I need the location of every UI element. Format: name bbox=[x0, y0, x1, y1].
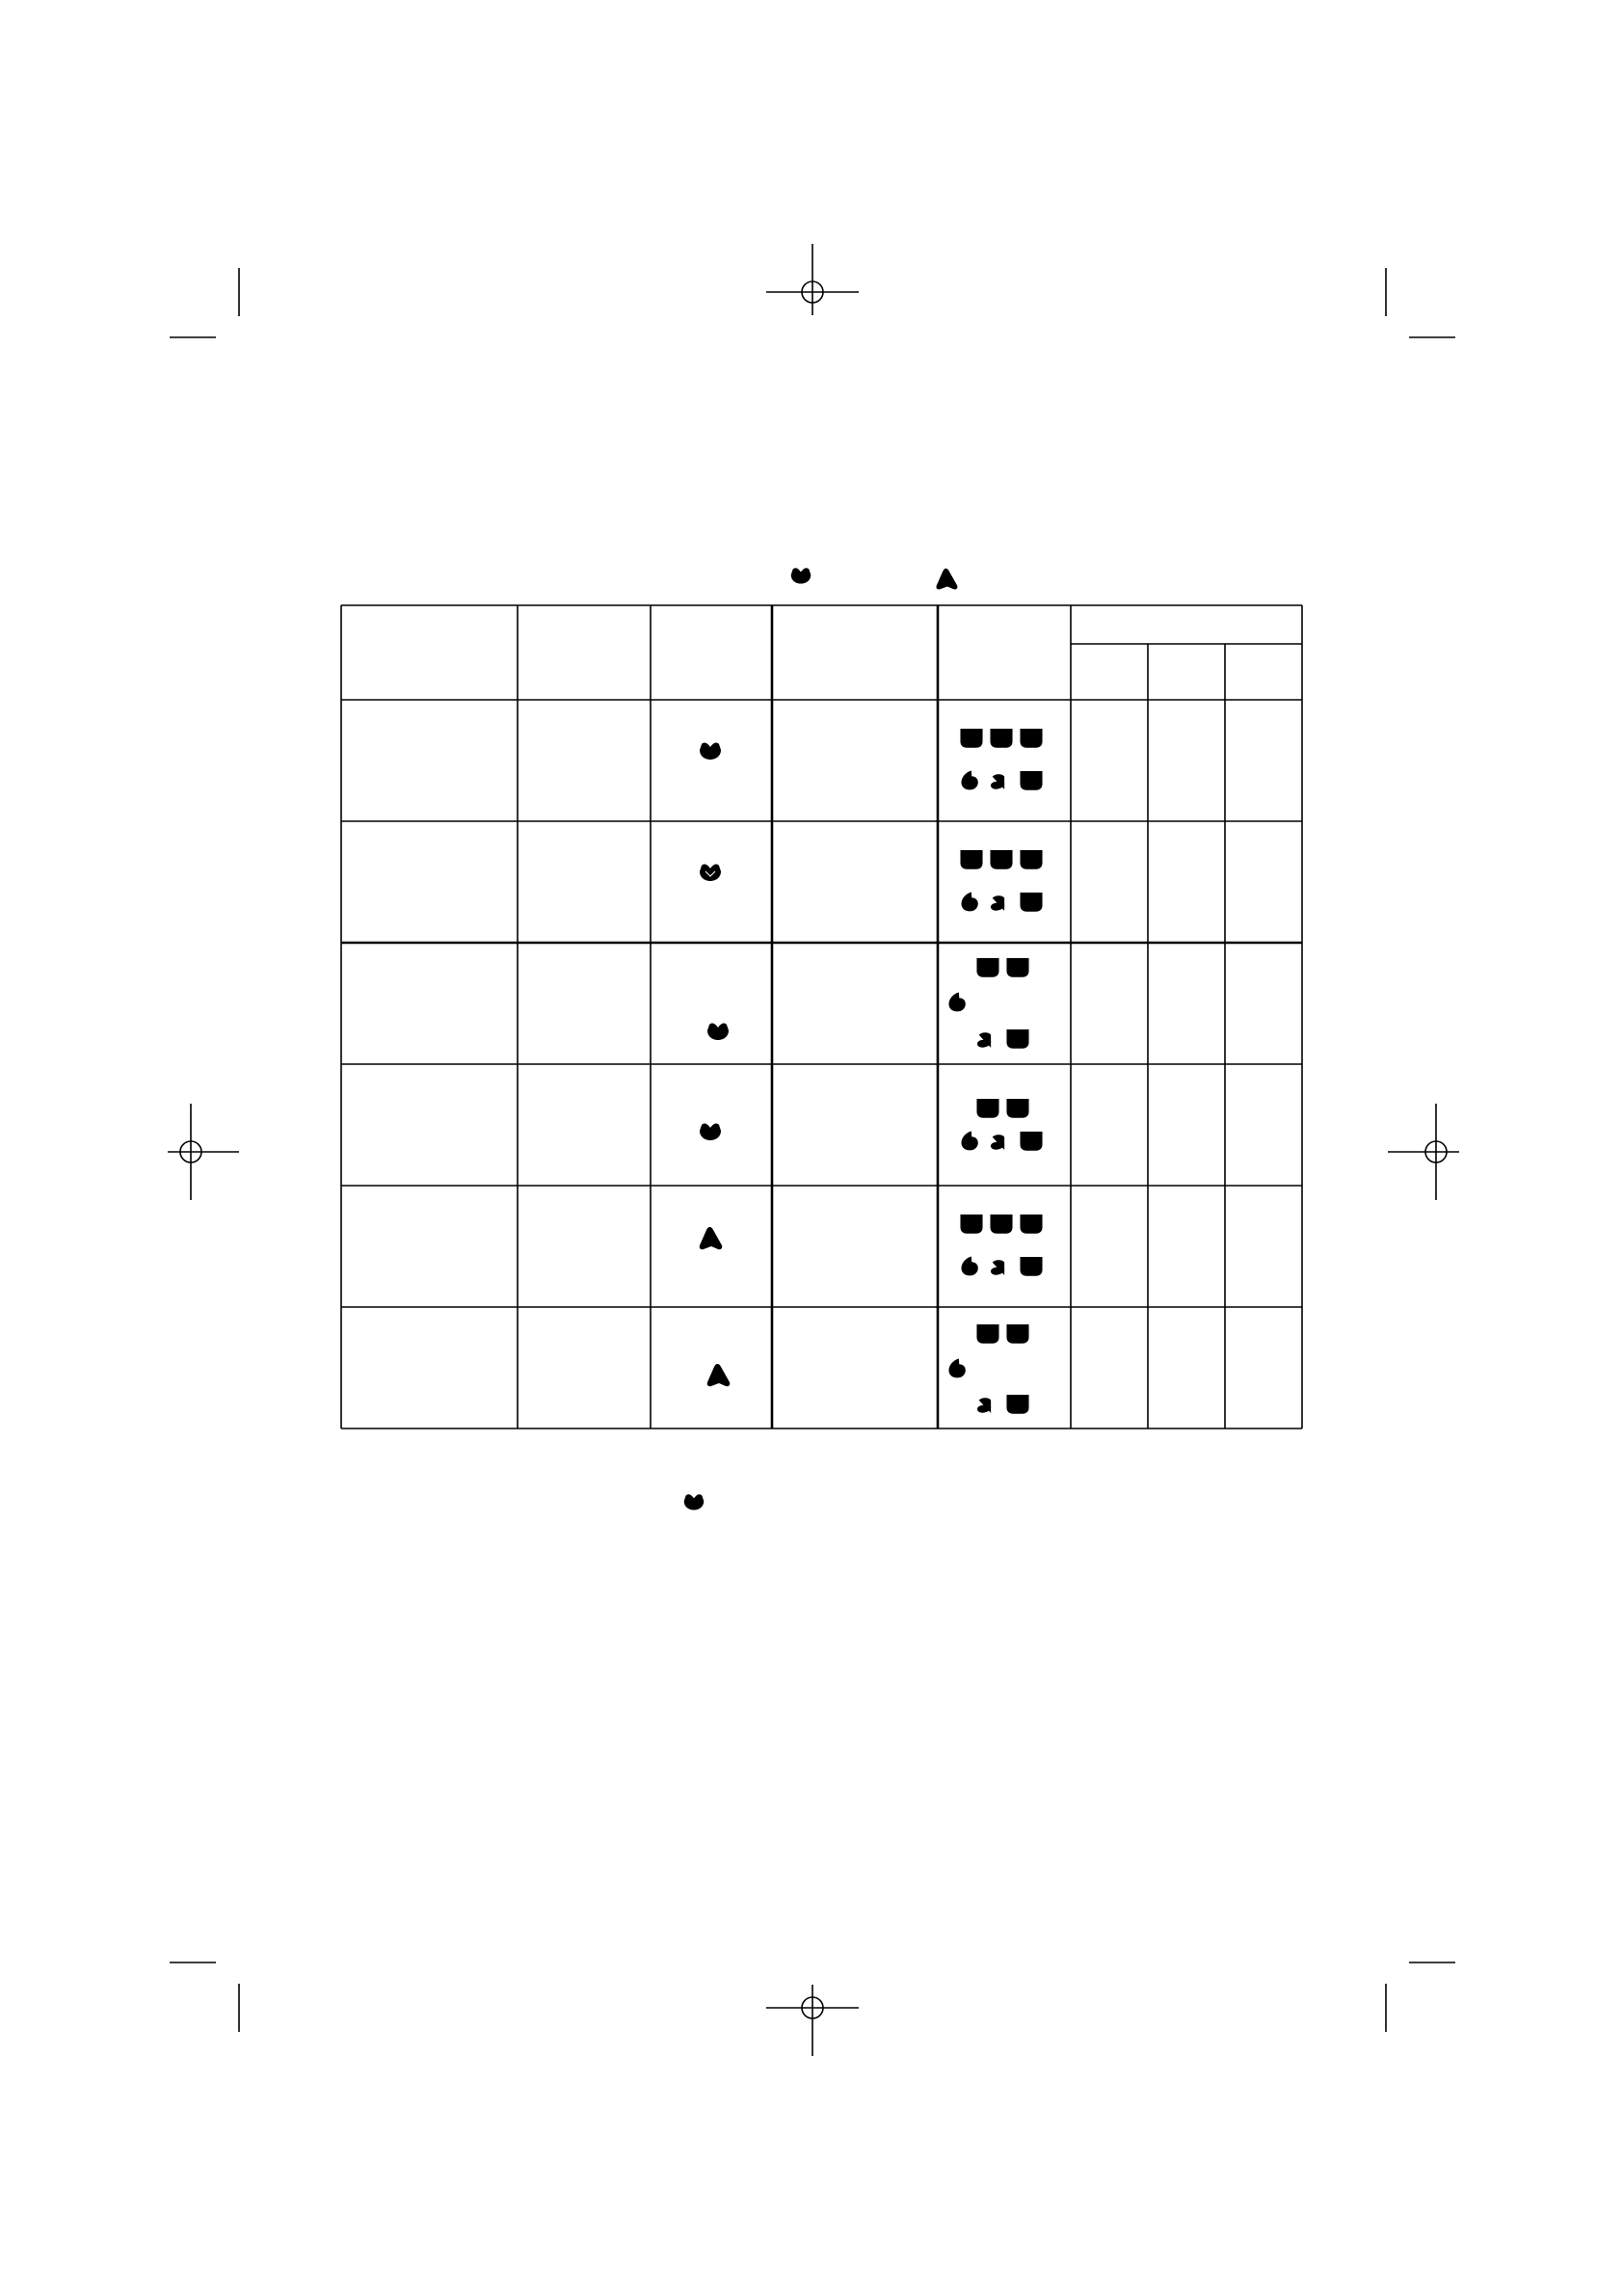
cotton-flower-icon bbox=[696, 738, 725, 767]
drain-icon bbox=[1004, 1391, 1031, 1416]
asterisk-icon bbox=[854, 853, 877, 876]
main-wash-icon bbox=[1004, 1095, 1031, 1120]
synthetic-triangle-icon bbox=[696, 1224, 725, 1253]
spin-icon bbox=[958, 889, 983, 914]
spin-icon bbox=[958, 767, 983, 792]
prewash-icon bbox=[974, 954, 1001, 979]
drain-icon bbox=[1018, 1253, 1045, 1278]
prewash-plus-icon bbox=[988, 725, 1015, 750]
cotton-flower-icon bbox=[680, 1490, 707, 1517]
rinse-icon bbox=[973, 1391, 1000, 1416]
asterisk-icon bbox=[672, 1260, 695, 1283]
drain-icon bbox=[1018, 889, 1045, 914]
asterisk-icon bbox=[854, 1216, 877, 1240]
prewash-plus-icon bbox=[988, 846, 1015, 871]
prewash-plus-icon bbox=[988, 1211, 1015, 1236]
rinse-icon bbox=[973, 1026, 1000, 1051]
prewash-icon bbox=[958, 725, 985, 750]
spin-icon bbox=[958, 1128, 983, 1153]
rinse-icon bbox=[987, 1253, 1014, 1278]
rinse-icon bbox=[987, 889, 1014, 914]
rinse-icon bbox=[987, 1128, 1014, 1153]
drain-icon bbox=[1018, 767, 1045, 792]
asterisk-icon bbox=[669, 895, 692, 919]
prewash-icon bbox=[974, 1321, 1001, 1346]
main-wash-icon bbox=[1018, 1211, 1045, 1236]
main-wash-icon bbox=[1018, 725, 1045, 750]
drain-icon bbox=[1004, 1026, 1031, 1051]
main-wash-icon bbox=[1004, 954, 1031, 979]
spin-icon bbox=[945, 1355, 971, 1380]
asterisk-icon bbox=[854, 732, 877, 755]
prewash-icon bbox=[958, 1211, 985, 1236]
main-wash-icon bbox=[1018, 846, 1045, 871]
cotton-flower-filled-icon bbox=[696, 860, 725, 889]
asterisk-icon bbox=[672, 774, 695, 797]
synthetic-triangle-icon bbox=[704, 1361, 732, 1390]
main-wash-icon bbox=[1004, 1321, 1031, 1346]
prewash-icon bbox=[958, 846, 985, 871]
cotton-flower-icon bbox=[704, 1019, 732, 1048]
drain-icon bbox=[1018, 1128, 1045, 1153]
rinse-icon bbox=[987, 767, 1014, 792]
cotton-flower-icon bbox=[696, 1119, 725, 1148]
spin-icon bbox=[958, 1253, 983, 1278]
prewash-icon bbox=[974, 1095, 1001, 1120]
spin-icon bbox=[945, 989, 971, 1014]
